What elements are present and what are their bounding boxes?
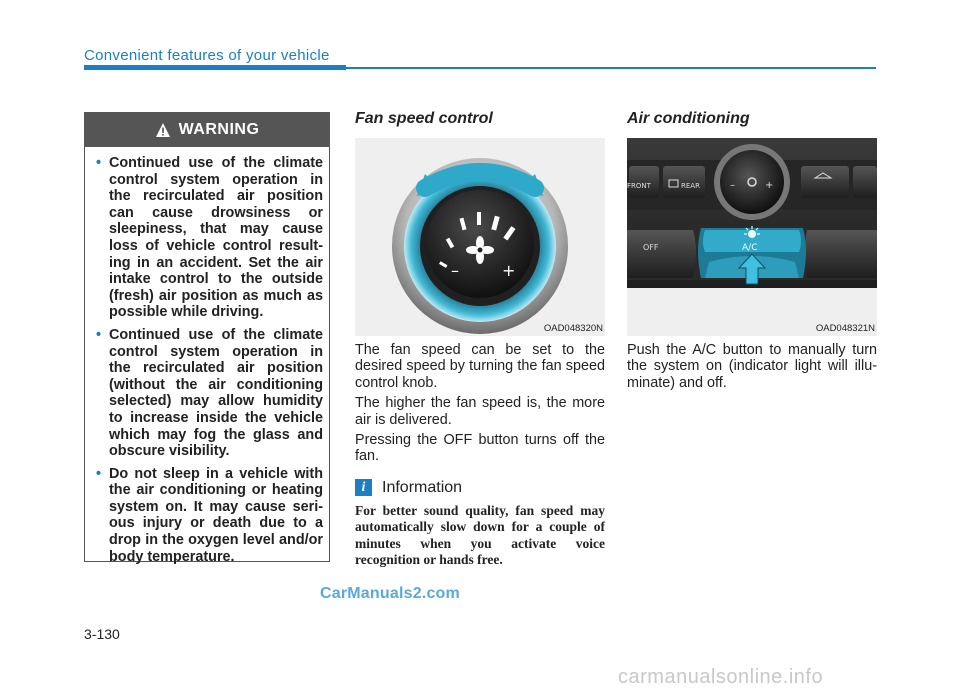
front-label: FRONT bbox=[627, 182, 651, 190]
warning-item bbox=[96, 465, 323, 566]
air-conditioning-paragraph: Push the A/C button to manually turn the system on (indicator light will illu-minate) and off. bbox=[627, 342, 877, 391]
ac-panel-figure bbox=[627, 138, 877, 336]
watermark-top: CarManuals2.com bbox=[320, 585, 460, 602]
header-title: Convenient features of your vehicle bbox=[84, 47, 330, 64]
air-conditioning-title: Air conditioning bbox=[627, 110, 750, 127]
figure-code: OAD048321N bbox=[815, 323, 875, 334]
warning-triangle-icon bbox=[155, 122, 171, 138]
information-title: Information bbox=[382, 478, 463, 496]
bullet-icon: • bbox=[96, 155, 102, 171]
warning-list bbox=[85, 147, 329, 565]
warning-box bbox=[84, 112, 330, 565]
information-icon: i bbox=[355, 479, 372, 496]
off-label: OFF bbox=[643, 243, 659, 252]
fan-speed-section bbox=[355, 110, 605, 568]
warning-item-text: Continued use of the climate control system operation in the recirculated air position (without the air conditioning selected) may allow humidity to increase inside the vehicle which may fog the glass and obscure visibility. bbox=[109, 326, 323, 460]
header-rule-thin bbox=[346, 67, 876, 69]
bullet-icon: • bbox=[96, 326, 102, 343]
fan-speed-paragraph: The higher the fan speed is, the more air is delivered. bbox=[355, 395, 605, 428]
header-rule-thick bbox=[84, 65, 346, 70]
svg-text:+: + bbox=[502, 261, 516, 280]
svg-text:–: – bbox=[730, 180, 735, 191]
fan-knob-figure bbox=[355, 138, 605, 336]
bullet-icon: • bbox=[96, 465, 102, 482]
warning-item-text: Do not sleep in a vehicle with the air conditioning or heating system on. It may cause seri-ous injury or death due to a drop in the oxygen level and/or body temperature. bbox=[109, 465, 323, 565]
fan-speed-paragraph: The fan speed can be set to the desired speed by turning the fan speed control knob. bbox=[355, 342, 605, 391]
warning-header bbox=[85, 113, 329, 147]
ac-panel-illustration bbox=[627, 138, 877, 336]
rear-label: REAR bbox=[681, 182, 700, 190]
information-text: For better sound quality, fan speed may automatically slow down for a couple of minutes when you activate voice recognition or hands free. bbox=[355, 502, 605, 568]
svg-text:+: + bbox=[765, 180, 774, 191]
watermark-bottom: carmanualsonline.info bbox=[618, 666, 824, 688]
fan-knob-illustration bbox=[355, 138, 605, 336]
figure-code: OAD048320N bbox=[543, 323, 603, 334]
warning-item-text: Continued use of the climate control system operation in the recirculated air position can cause drowsiness or sleepiness, that may cause loss of vehicle control result-ing in an accident. Set the air intake control to the outside (fresh) air position as much as possible while driving. bbox=[109, 155, 323, 321]
warning-item bbox=[96, 155, 323, 321]
warning-heading: WARNING bbox=[178, 121, 260, 138]
warning-item bbox=[96, 326, 323, 460]
information-header bbox=[355, 479, 605, 497]
fan-speed-paragraph: Pressing the OFF button turns off the fan. bbox=[355, 432, 605, 465]
ac-label: A/C bbox=[742, 243, 758, 253]
fan-speed-title: Fan speed control bbox=[355, 110, 493, 127]
page-number: 3-130 bbox=[84, 626, 120, 642]
air-conditioning-section bbox=[627, 110, 877, 391]
svg-text:–: – bbox=[451, 261, 459, 280]
